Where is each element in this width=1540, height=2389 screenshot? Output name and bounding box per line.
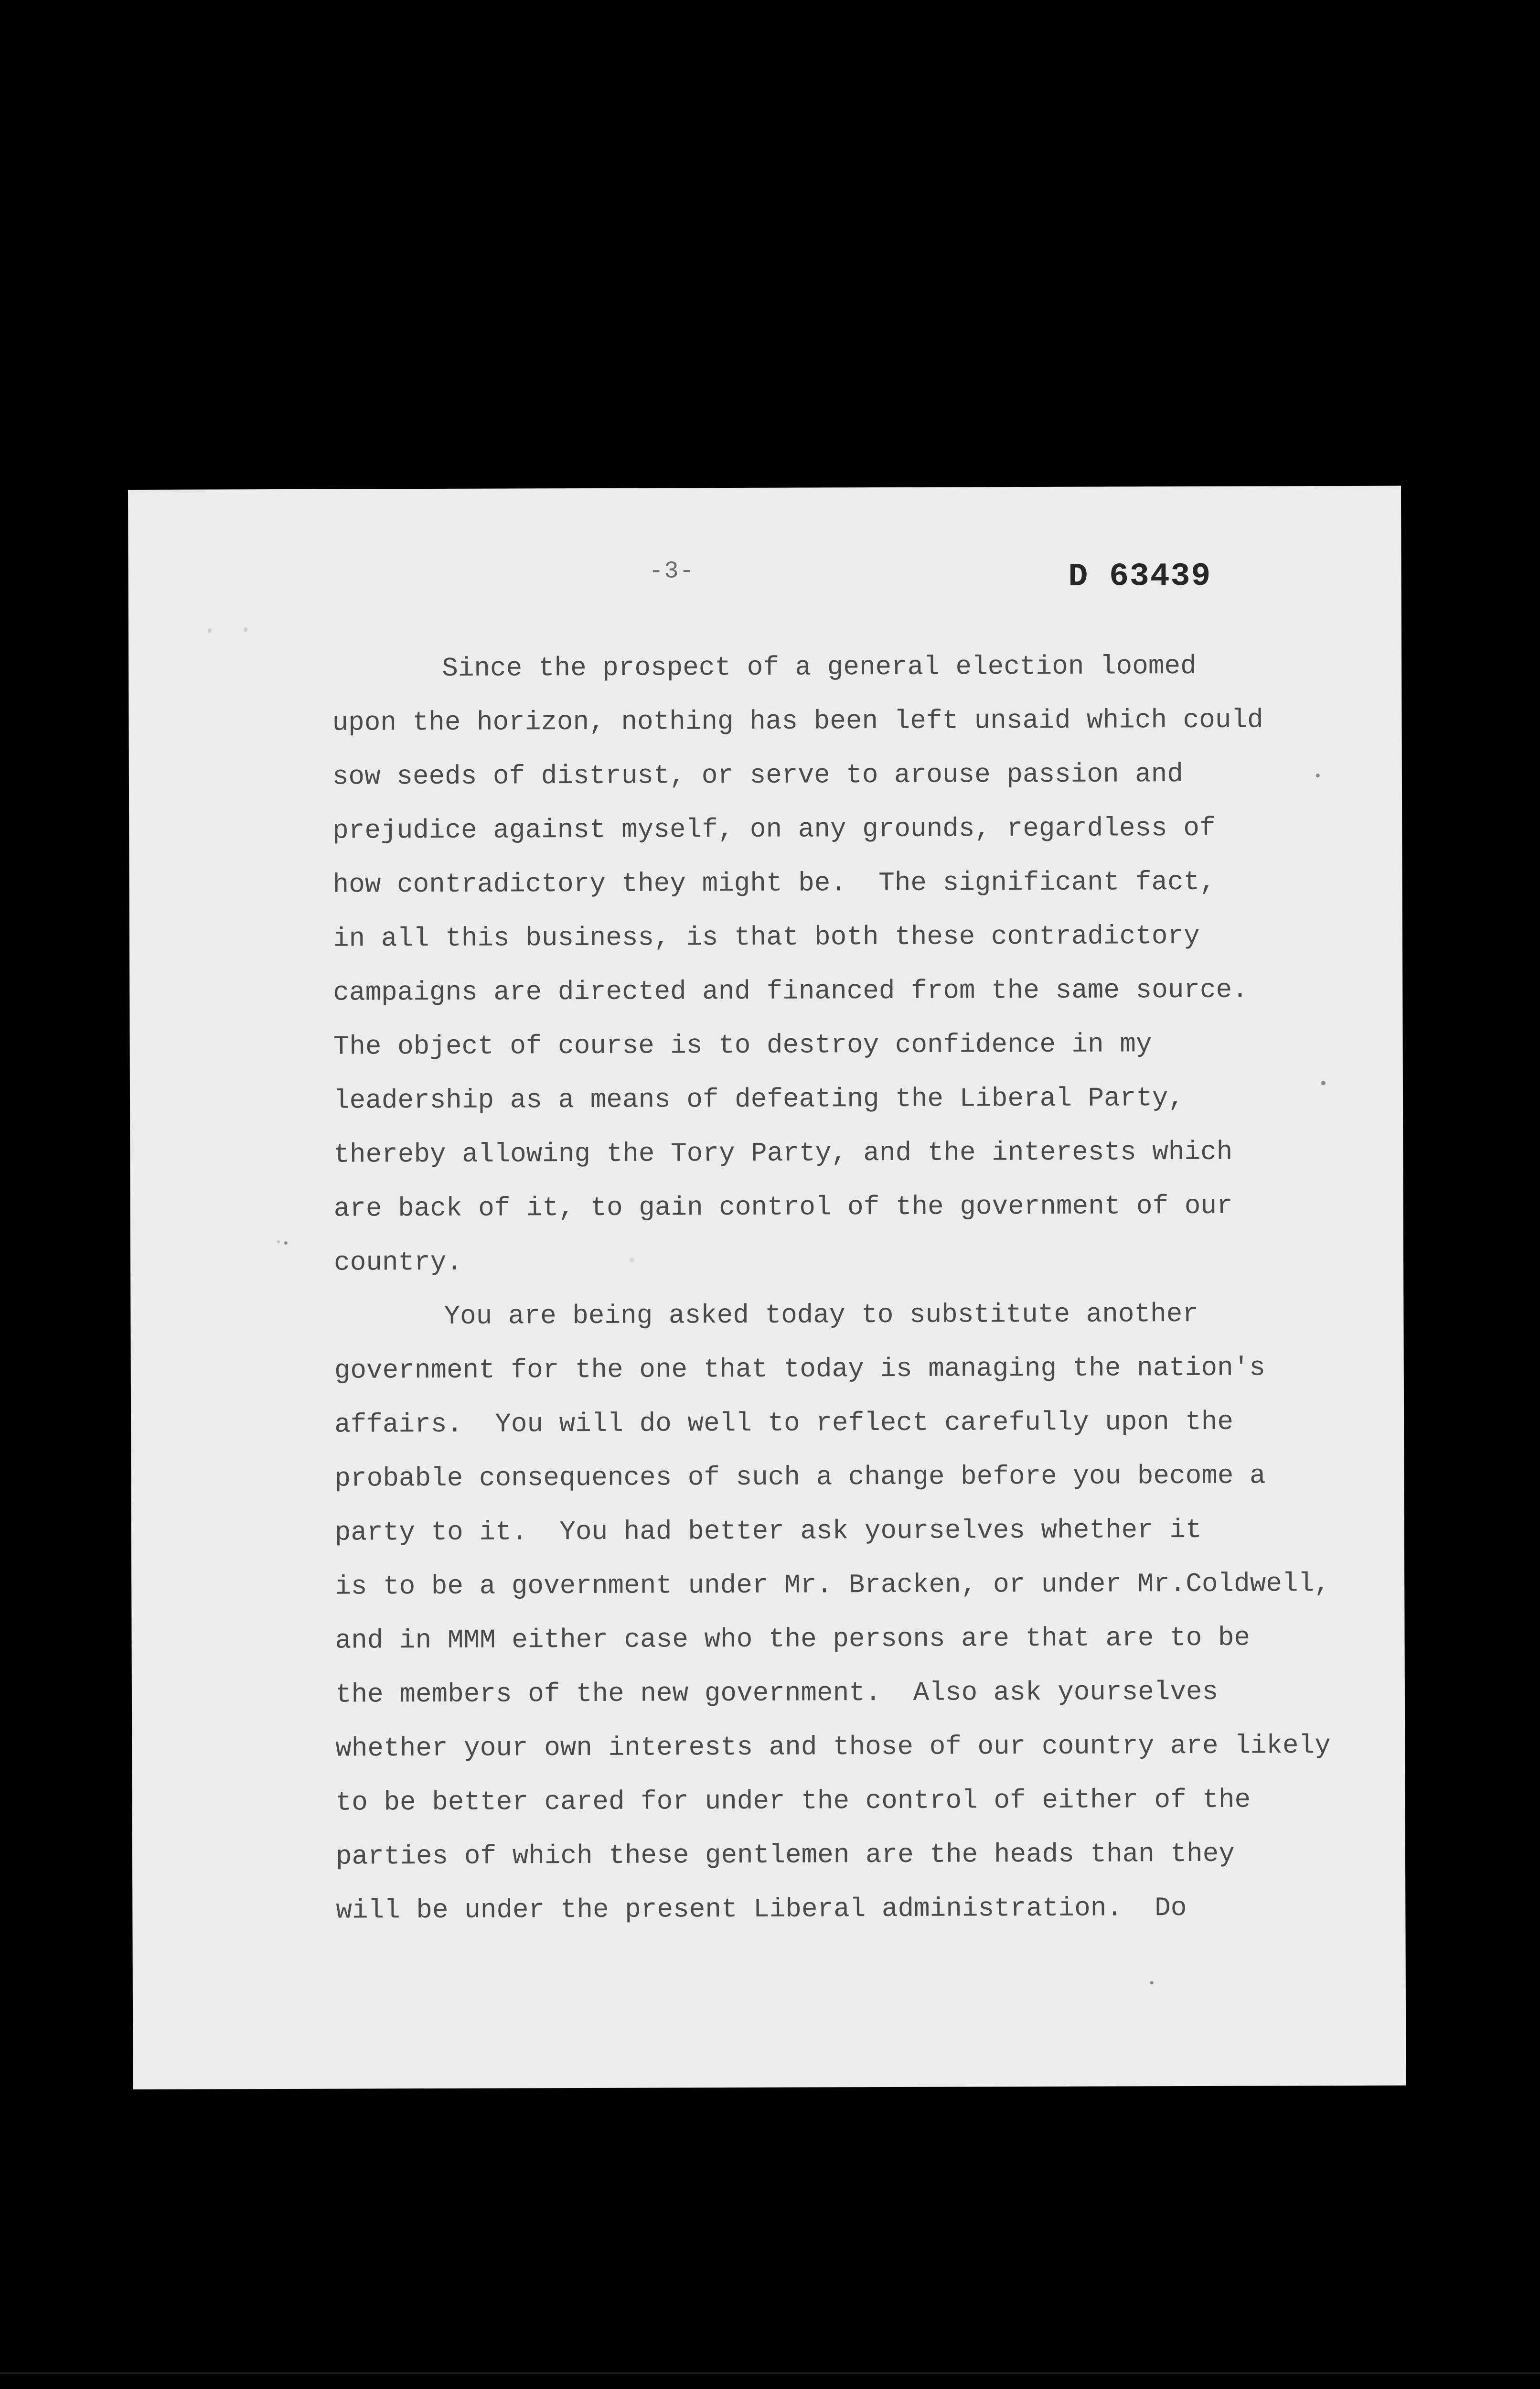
document-id: D 63439 [1068,558,1212,595]
text-line: and in MMM either case who the persons are that are to be [335,1622,1251,1656]
text-line: thereby allowing the Tory Party, and the interests which [333,1136,1233,1170]
paragraph [332,639,1390,1290]
paragraph-list [332,639,1392,1938]
text-line: You are being asked today to substitute another [444,1298,1198,1332]
paper-speck [284,1241,288,1245]
text-line: party to it. You had better ask yourselves whether it [334,1514,1202,1548]
text-line: leadership as a means of defeating the Liberal Party, [333,1083,1185,1116]
paper-speck [630,1258,634,1262]
paper-speck [1316,774,1320,777]
page-number: -3- [649,558,695,585]
text-line: upon the horizon, nothing has been left unsaid which could [332,704,1263,738]
background-mark [277,1240,280,1243]
text-line: campaigns are directed and financed from the same source. [333,974,1248,1008]
text-line: government for the one that today is managing the nation's [334,1352,1266,1386]
paper-speck [1321,1081,1326,1085]
background-mark [208,628,212,633]
text-line: the members of the new government. Also ask yourselves [335,1676,1219,1710]
text-line: is to be a government under Mr. Bracken, or under Mr.Coldwell, [335,1568,1330,1602]
letter-body [332,639,1392,1938]
paper-speck [1150,1981,1154,1984]
text-line: in all this business, is that both these contradictory [332,920,1200,954]
text-line: affairs. You will do well to reflect carefully upon the [334,1406,1234,1440]
text-line: country. [333,1247,463,1278]
background-mark [244,627,247,632]
text-line: how contradictory they might be. The significant fact, [332,866,1216,900]
bottom-rule [0,2372,1540,2374]
text-line: are back of it, to gain control of the government of our [333,1190,1233,1224]
text-line: prejudice against myself, on any grounds, regardless of [332,812,1216,846]
text-line: will be under the present Liberal administration. Do [336,1893,1187,1926]
text-line: probable consequences of such a change before you become a [334,1460,1266,1494]
document-page [128,486,1406,2089]
text-line: sow seeds of distrust, or serve to arouse passion and [332,759,1184,792]
text-line: parties of which these gentlemen are the heads than they [335,1838,1235,1872]
paragraph [334,1287,1391,1938]
text-line: The object of course is to destroy confidence in my [333,1029,1152,1062]
text-line: whether your own interests and those of our country are likely [335,1730,1331,1764]
text-line: Since the prospect of a general election loomed [442,650,1197,684]
text-line: to be better cared for under the control of either of the [335,1784,1251,1818]
